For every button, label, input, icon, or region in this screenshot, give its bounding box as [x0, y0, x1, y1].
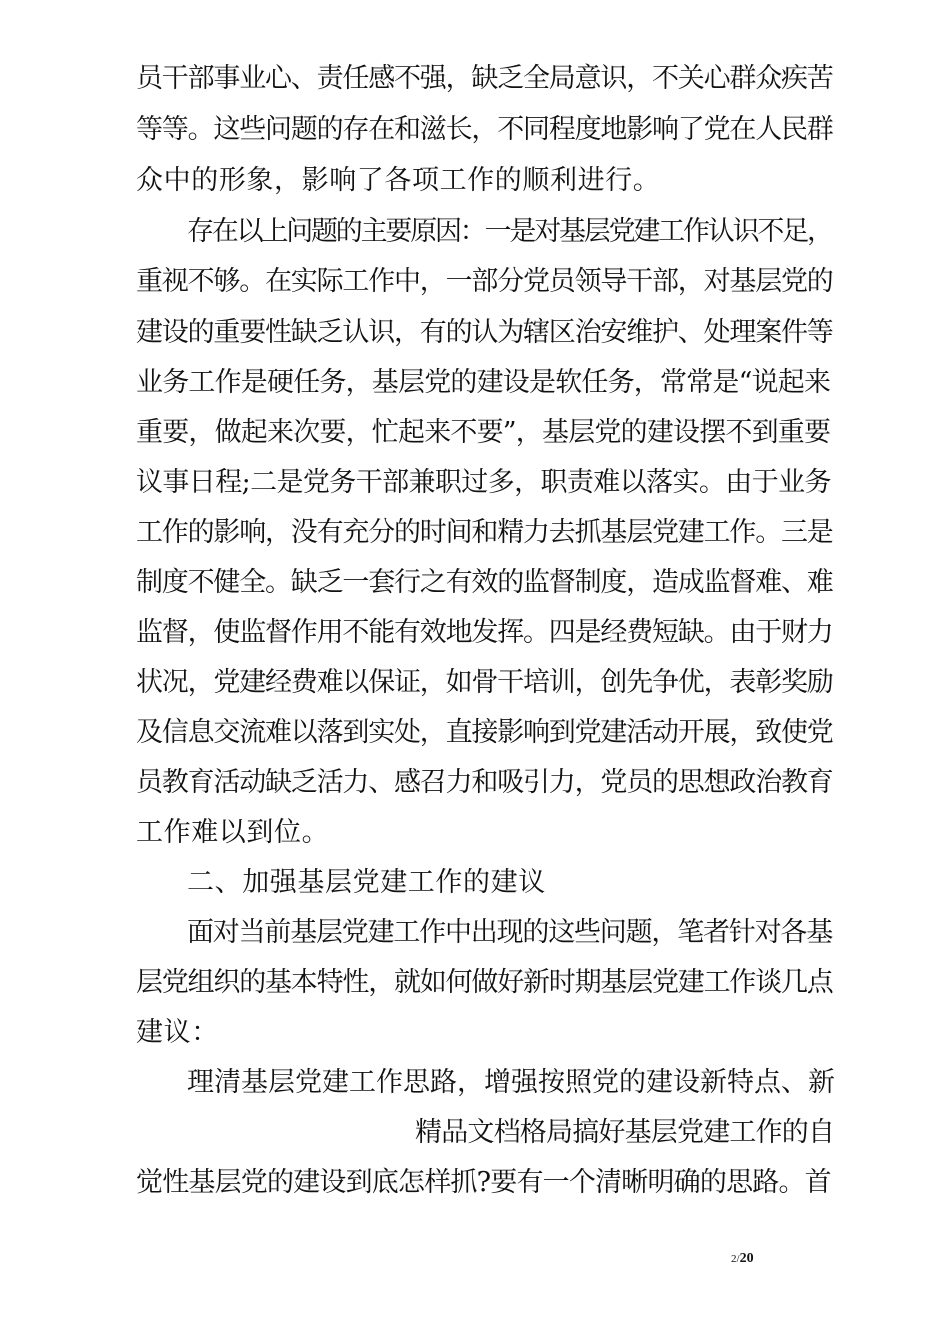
text-line-22: 精品文档格局搞好基层党建工作的自: [415, 1117, 835, 1148]
text-line-20: 建议：: [136, 1017, 219, 1048]
text-line-18: 面对当前基层党建工作中出现的这些问题，笔者针对各基: [187, 917, 832, 948]
text-line-11: 制度不健全。缺乏一套行之有效的监督制度，造成监督难、难: [136, 567, 833, 598]
text-line-6: 建设的重要性缺乏认识，有的认为辖区治安维护、处理案件等: [136, 317, 833, 348]
text-line-21: 理清基层党建工作思路，增强按照党的建设新特点、新: [187, 1067, 835, 1098]
section-heading: 二、加强基层党建工作的建议: [187, 867, 546, 898]
text-line-12: 监督，使监督作用不能有效地发挥。四是经费短缺。由于财力: [136, 617, 833, 648]
text-line-19: 层党组织的基本特性，就如何做好新时期基层党建工作谈几点: [136, 967, 833, 998]
text-line-7: 业务工作是硬任务，基层党的建设是软任务，常常是“说起来: [136, 367, 831, 398]
text-line-8: 重要，做起来次要，忙起来不要”，基层党的建设摆不到重要: [136, 417, 831, 448]
text-line-16: 工作难以到位。: [136, 817, 330, 848]
text-line-4: 存在以上问题的主要原因：一是对基层党建工作认识不足，: [187, 216, 832, 247]
page-number-current: 2/: [731, 1253, 740, 1265]
text-line-23: 觉性基层党的建设到底怎样抓?要有一个清晰明确的思路。首: [136, 1167, 831, 1198]
text-line-13: 状况，党建经费难以保证，如骨干培训，创先争优，表彰奖励: [136, 667, 833, 698]
text-line-2: 等等。这些问题的存在和滋长，不同程度地影响了党在人民群: [136, 114, 833, 145]
text-line-3: 众中的形象，影响了各项工作的顺利进行。: [136, 165, 661, 196]
text-line-14: 及信息交流难以落到实处，直接影响到党建活动开展，致使党: [136, 717, 833, 748]
page-number-total: 20: [739, 1251, 754, 1266]
text-line-15: 员教育活动缺乏活力、感召力和吸引力，党员的思想政治教育: [136, 767, 833, 798]
text-line-10: 工作的影响，没有充分的时间和精力去抓基层党建工作。三是: [136, 517, 833, 548]
page-number: [731, 1250, 754, 1268]
text-line-5: 重视不够。在实际工作中，一部分党员领导干部，对基层党的: [136, 266, 833, 297]
text-line-1: 员干部事业心、责任感不强，缺乏全局意识，不关心群众疾苦: [136, 63, 833, 94]
text-line-9: 议事日程;二是党务干部兼职过多，职责难以落实。由于业务: [136, 467, 831, 498]
